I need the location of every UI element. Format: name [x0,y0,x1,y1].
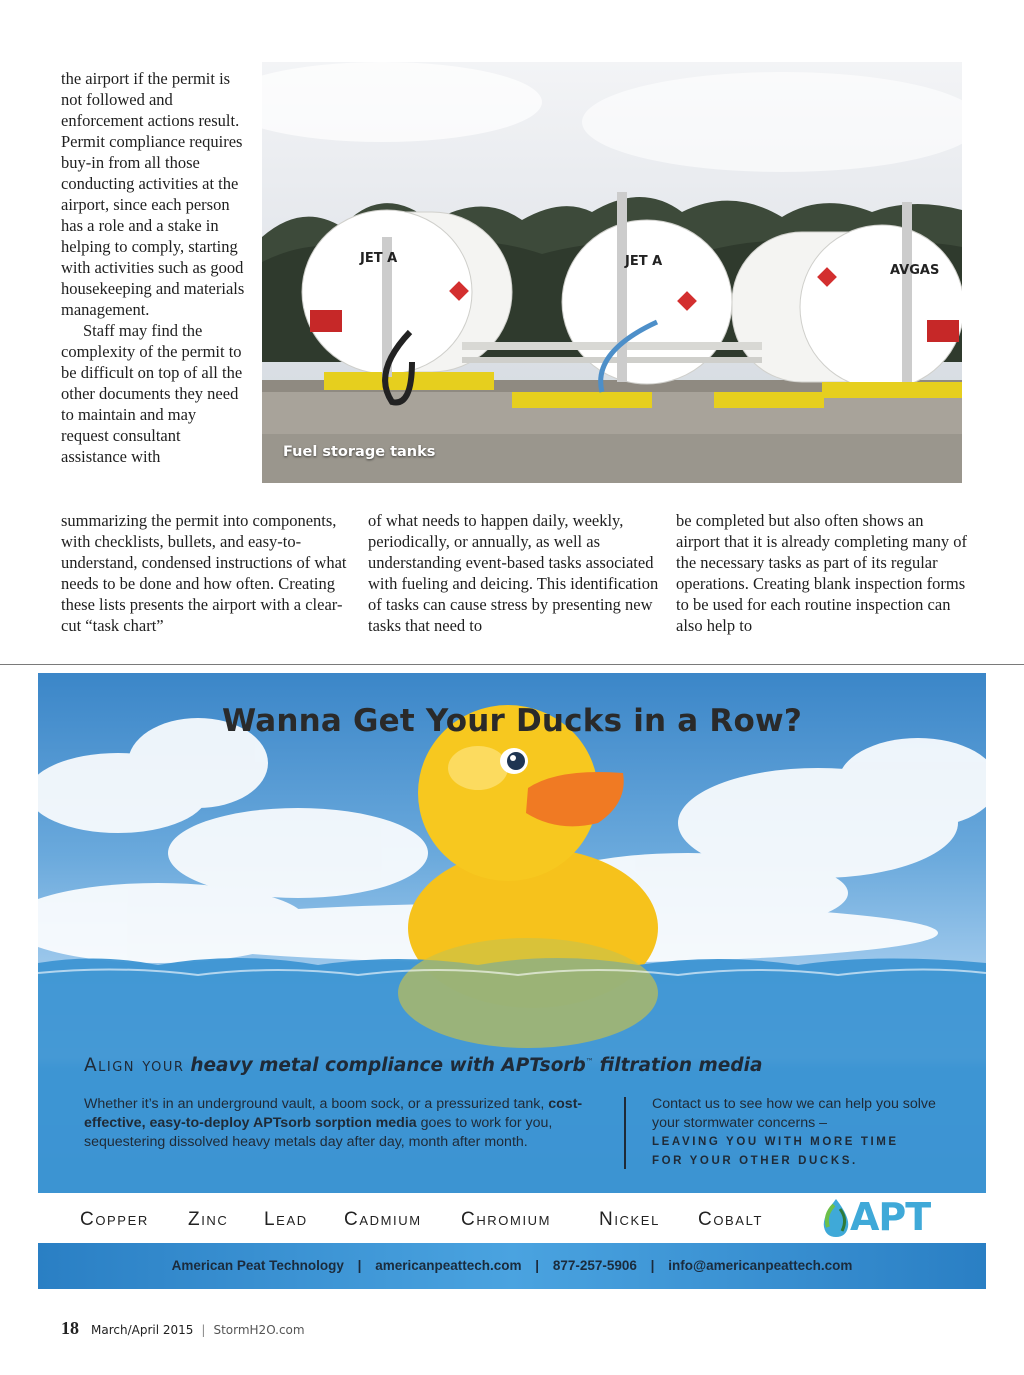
article-column-2 [368,510,660,636]
ad-body-left-text-2: goes to work for you, sequestering dissolved heavy metals day after day, month after month. [84,1115,553,1150]
fuel-tanks-illustration [262,62,962,483]
email-link[interactable]: info@americanpeattech.com [668,1258,853,1273]
article-column-3 [676,510,968,636]
metal-item: Copper [80,1209,149,1230]
trademark-symbol: ™ [585,1056,594,1066]
page-number: 18 [61,1318,79,1338]
tank-label: JET A [625,254,663,269]
ad-contact-bar [38,1243,986,1289]
metal-item: Nickel [599,1209,660,1230]
metal-item: Lead [264,1209,308,1230]
article-paragraph: summarizing the permit into components, with checklists, bullets, and easy-to-understand, condensed instructions of what needs to be done and how often. Creating these lists presents the airport with a clear-cut “task chart” [61,511,347,635]
article-column-1 [61,510,351,636]
article-paragraph: the airport if the permit is not followed and enforcement actions result. Permit compliance requires buy-in from all those conducting activities at the airport, since each person has a role and a stake in helping to comply, starting with activities such as good housekeeping and materials management. [61,69,245,319]
apt-droplet-logo-icon [818,1197,854,1239]
article-paragraph: of what needs to happen daily, weekly, periodically, or annually, as well as understanding event-based tasks associated with fueling and deicing. This identification of tasks can cause stress by presenting new tasks that need to [368,511,659,635]
ad-tagline-prefix: Align your [84,1055,185,1076]
ad-body-right [652,1095,952,1171]
ad-body-left-text: Whether it’s in an underground vault, a boom sock, or a pressurized tank, [84,1096,545,1112]
separator: | [357,1258,362,1273]
separator: | [535,1258,540,1273]
fuel-tanks-photo [262,62,962,483]
apt-logo-text: APT [850,1195,931,1239]
tank-label: AVGAS [890,263,940,278]
ad-tagline-bold: heavy metal compliance with APTsorb [190,1055,586,1076]
phone-number[interactable]: 877-257-5906 [552,1258,637,1273]
metal-item: Cadmium [344,1209,422,1230]
ad-vertical-divider [624,1097,626,1169]
metals-list [38,1193,986,1243]
metal-item: Cobalt [698,1209,763,1230]
company-name: American Peat Technology [171,1258,344,1273]
photo-caption: Fuel storage tanks [283,444,436,460]
article-paragraph: be completed but also often shows an airport that it is already completing many of the necessary tasks as part of its regular operations. Creating blank inspection forms to be used for each routine inspection can also help to [676,511,967,635]
ad-headline: Wanna Get Your Ducks in a Row? [221,703,802,739]
apt-advertisement [38,673,986,1289]
article-column-left-top [61,68,246,467]
ad-body-right-caps-2: FOR YOUR OTHER DUCKS. [652,1155,858,1167]
separator: | [650,1258,655,1273]
ad-divider-line [0,664,1024,665]
ad-body-right-text: Contact us to see how we can help you solve your stormwater concerns – [652,1096,936,1131]
site-name: StormH2O.com [213,1323,305,1337]
metal-item: Chromium [461,1209,552,1230]
page-footer [61,1318,305,1339]
tank-label: JET A [360,251,398,266]
ad-body-right-caps-1: LEAVING YOU WITH MORE TIME [652,1136,899,1148]
article-paragraph: Staff may find the complexity of the permit to be difficult on top of all the other documents they need to maintain and may request consultant assistance with [61,321,243,466]
ad-tagline-suffix: filtration media [599,1055,763,1076]
footer-separator: | [201,1323,206,1337]
website-link[interactable]: americanpeattech.com [375,1258,522,1273]
ad-body-left [84,1095,604,1152]
ad-body-left-bold: cost-effective, easy-to-deploy APTsorb sorption media [84,1096,583,1131]
ad-tagline [84,1055,762,1076]
metal-item: Zinc [188,1209,229,1230]
issue-date: March/April 2015 [91,1323,194,1337]
